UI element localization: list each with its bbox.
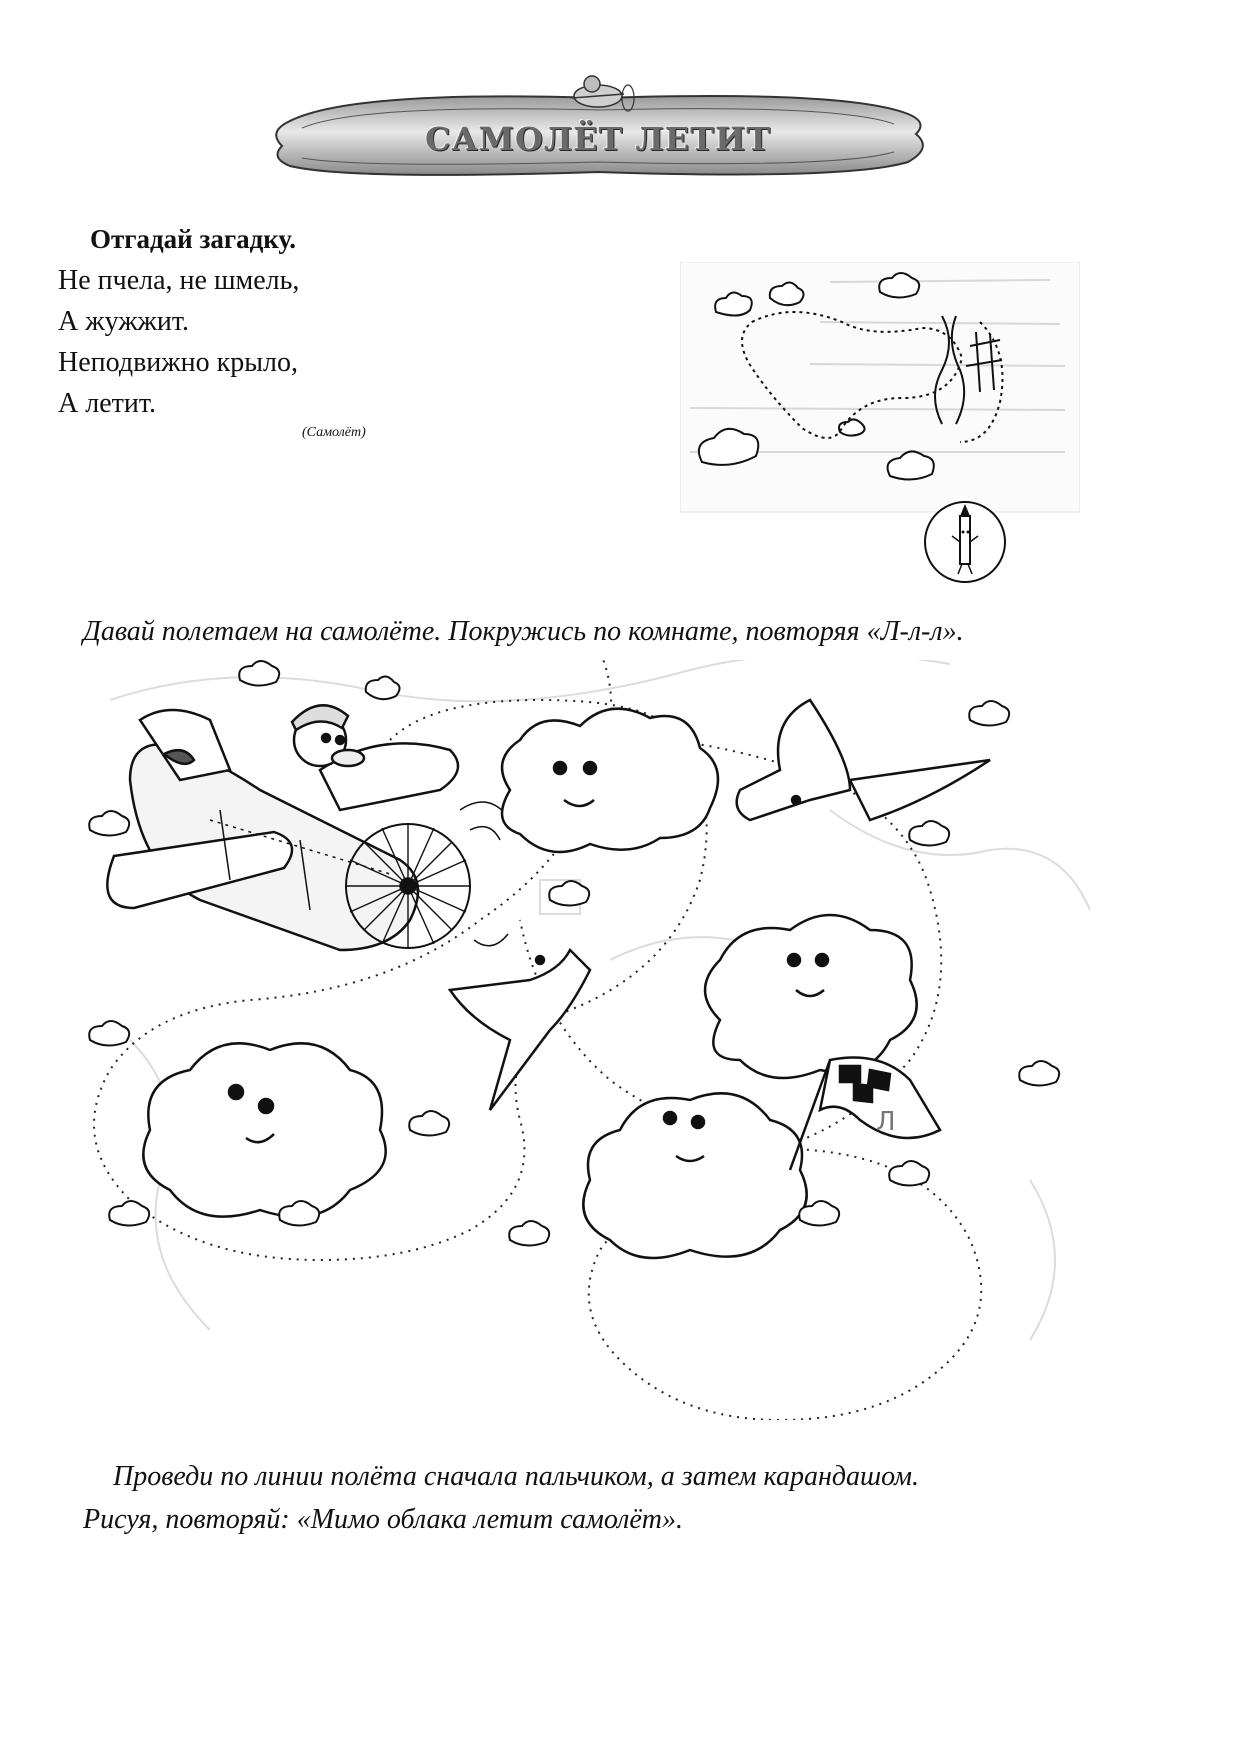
riddle-heading: Отгадай загадку. — [90, 224, 296, 254]
cloud-icon — [583, 1093, 806, 1258]
instruction-trace-line-1: Проведи по линии полёта сначала пальчиком, а затем карандашом. — [113, 1461, 919, 1492]
swallow-icon — [450, 950, 590, 1110]
riddle-line: Неподвижно крыло, — [58, 347, 298, 378]
riddle-answer: (Самолёт) — [302, 425, 366, 440]
cloud-icon — [143, 1043, 385, 1216]
pencil-badge — [925, 502, 1005, 582]
riddle-line: Не пчела, не шмель, — [58, 265, 300, 296]
cloud-icon — [705, 915, 917, 1078]
pilot-icon — [292, 705, 364, 766]
swallow-icon — [737, 700, 990, 820]
riddle-line: А жужжит. — [58, 306, 190, 337]
instruction-trace-line-2: Рисуя, повторяй: «Мимо облака летит самолёт». — [83, 1504, 684, 1535]
riddle-line: А летит. — [58, 388, 156, 419]
riddle-block — [58, 220, 498, 440]
plane-icon — [107, 705, 458, 950]
instruction-fly: Давай полетаем на самолёте. Покружись по комнате, повторяя «Л-л-л». — [83, 616, 964, 647]
flight-path-scene — [70, 660, 1130, 1420]
flag-icon — [790, 1058, 940, 1171]
cloud-icon — [502, 709, 718, 852]
flag-letter: Л — [876, 1107, 896, 1137]
answer-illustration — [680, 262, 1080, 597]
banner-title: САМОЛЁТ ЛЕТИТ — [424, 120, 771, 158]
title-banner — [268, 62, 928, 212]
